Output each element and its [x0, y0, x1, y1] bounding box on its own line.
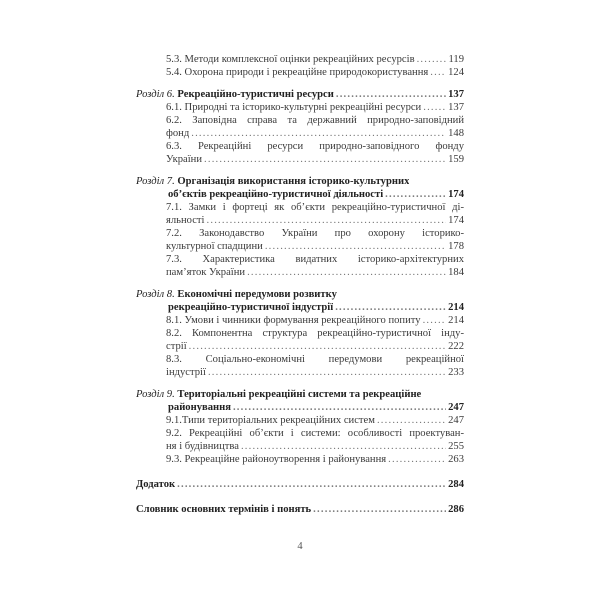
page-ref: 119	[448, 54, 464, 65]
leader-dots	[241, 440, 446, 453]
leader-dots	[385, 188, 446, 201]
page-ref: 263	[448, 454, 464, 465]
leader-dots	[423, 101, 446, 114]
page-number: 4	[297, 541, 303, 552]
chapter-label: Розділ 7.	[136, 176, 175, 187]
toc-entry-9-1[interactable]: 9.1.Типи територіальних рекреаційних систем ..... 247	[136, 414, 464, 427]
toc-chapter-8[interactable]: Розділ 8. Економічні передумови розвитку рекреаційно-туристичної індустрії ..... 214	[136, 288, 464, 314]
leader-dots	[247, 266, 446, 279]
chapter-title: Рекреаційно-туристичні ресурси	[177, 89, 334, 100]
leader-dots	[335, 301, 446, 314]
page-ref: 247	[448, 415, 464, 426]
leader-dots	[208, 366, 446, 379]
page-ref: 222	[448, 341, 464, 352]
toc-chapter-9[interactable]: Розділ 9. Територіальні рекреаційні системи та рекреаційне районування ..... 247	[136, 388, 464, 414]
page-ref: 124	[448, 67, 464, 78]
page-ref: 286	[448, 504, 464, 515]
page-ref: 178	[448, 241, 464, 252]
page-ref: 174	[448, 189, 464, 200]
leader-dots	[207, 214, 447, 227]
page-ref: 184	[448, 267, 464, 278]
toc-entry-5-3[interactable]: 5.3. Методи комплексної оцінки рекреаційних ресурсів ..... 119	[136, 53, 464, 66]
chapter-label: Розділ 8.	[136, 289, 175, 300]
leader-dots	[233, 401, 446, 414]
chapter-label: Розділ 6.	[136, 89, 175, 100]
leader-dots	[377, 414, 446, 427]
leader-dots	[313, 503, 446, 516]
page-ref: 233	[448, 367, 464, 378]
page-ref: 247	[448, 402, 464, 413]
page-ref: 137	[448, 102, 464, 113]
toc-appendix[interactable]: Додаток ..... 284	[136, 478, 464, 491]
toc-entry-6-2[interactable]: 6.2. Заповідна справа та державний природно-заповідний фонд ..... 148	[136, 114, 464, 140]
leader-dots	[423, 314, 446, 327]
toc-glossary[interactable]: Словник основних термінів і понять ..... 286	[136, 503, 464, 516]
toc-chapter-6[interactable]	[136, 88, 464, 101]
page-ref: 159	[448, 154, 464, 165]
page-ref: 214	[448, 315, 464, 326]
toc-entry-8-3[interactable]: 8.3. Соціально-економічні передумови рекреаційної індустрії ..... 233	[136, 353, 464, 379]
toc-chapter-7[interactable]: Розділ 7. Організація використання історико-культурних об’єктів рекреаційно-туристичної діяльності ..... 174	[136, 175, 464, 201]
toc-entry-7-1[interactable]: 7.1. Замки і фортеці як об’єкти рекреаційно-туристичної ді- яльності ..... 174	[136, 201, 464, 227]
toc-entry-8-2[interactable]: 8.2. Компонентна структура рекреаційно-туристичної інду- стрії ..... 222	[136, 327, 464, 353]
leader-dots	[265, 240, 446, 253]
page-ref: 255	[448, 441, 464, 452]
leader-dots	[388, 453, 446, 466]
chapter-title: Економічні передумови розвитку	[177, 289, 337, 300]
toc-entry-6-1[interactable]: 6.1. Природні та історико-культурні рекреаційні ресурси ..... 137	[136, 101, 464, 114]
toc-entry-5-4[interactable]: 5.4. Охорона природи і рекреаційне природокористування ..... 124	[136, 66, 464, 79]
page-ref: 284	[448, 479, 464, 490]
toc-entry-8-1[interactable]: 8.1. Умови і чинники формування рекреаційного попиту ..... 214	[136, 314, 464, 327]
leader-dots	[191, 127, 446, 140]
leader-dots	[204, 153, 446, 166]
chapter-title: Організація використання історико-культурних	[177, 176, 410, 187]
toc-entry-9-2[interactable]: 9.2. Рекреаційні об’єкти і системи: особливості проектуван- ня і будівництва ..... 255	[136, 427, 464, 453]
toc-entry-9-3[interactable]: 9.3. Рекреаційне районоутворення і районування ..... 263	[136, 453, 464, 466]
chapter-title: Територіальні рекреаційні системи та рекреаційне	[177, 389, 422, 400]
table-of-contents	[136, 53, 464, 516]
page-ref: 214	[448, 302, 464, 313]
leader-dots	[430, 66, 446, 79]
page-ref: 148	[448, 128, 464, 139]
leader-dots	[189, 340, 446, 353]
leader-dots	[177, 478, 446, 491]
page-ref: 137	[448, 89, 464, 100]
chapter-label: Розділ 9.	[136, 389, 175, 400]
toc-entry-7-3[interactable]: 7.3. Характеристика видатних історико-архітектурних пам’яток України ..... 184	[136, 253, 464, 279]
page-ref: 174	[448, 215, 464, 226]
leader-dots	[417, 53, 446, 66]
toc-entry-7-2[interactable]: 7.2. Законодавство України про охорону історико- культурної спадщини ..... 178	[136, 227, 464, 253]
toc-entry-6-3[interactable]: 6.3. Рекреаційні ресурси природно-заповідного фонду України ..... 159	[136, 140, 464, 166]
leader-dots	[336, 88, 446, 101]
